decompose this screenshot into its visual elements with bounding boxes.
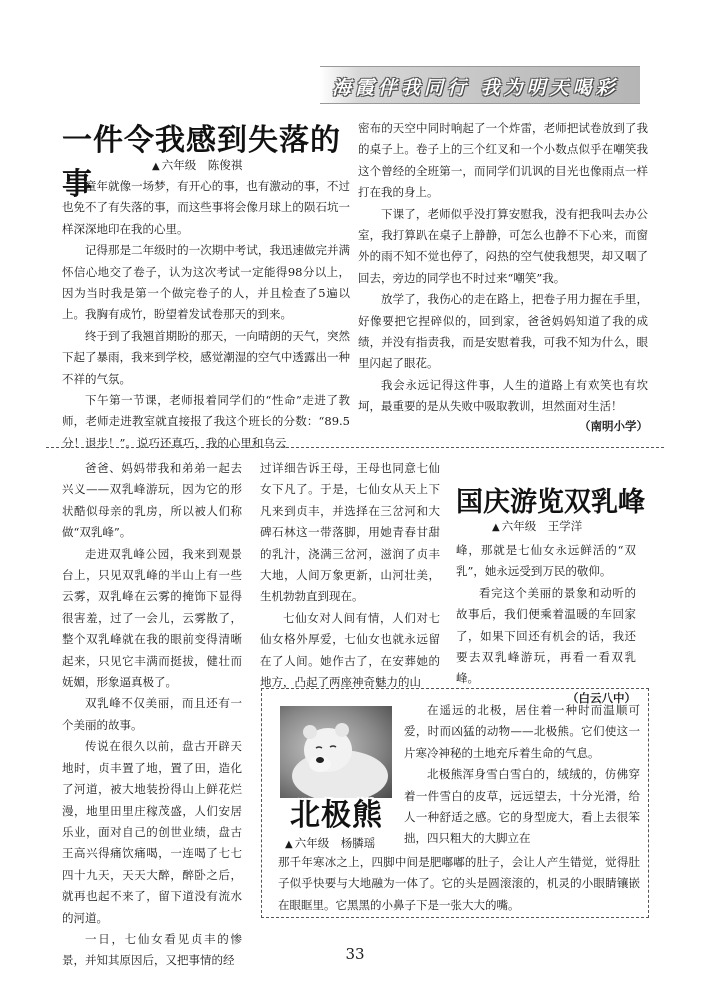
article2-paragraph: 一日，七仙女看见贞丰的惨景，并知其原因后，又把事情的经 — [62, 931, 242, 968]
article1-paragraph: 童年就像一场梦，有开心的事，也有激动的事，不过也免不了有失落的事，而这些事将会像月球上的陨石坑一样深深地印在我的心里。 — [62, 179, 350, 236]
article1-paragraph: 下课了，老师似乎没打算安慰我，没有把我叫去办公室，我打算趴在桌子上静静，可怎么也静不下心来，而窗外的雨不知不觉也停了，闷热的空气使我想哭，却又咽了回去，旁边的同学也不时过来“嘲笑”我。 — [358, 206, 648, 285]
article2-column-2 — [260, 458, 440, 693]
article2-column-1 — [62, 458, 242, 972]
article2-title: 国庆游览双乳峰 — [456, 487, 645, 518]
article2-paragraph: 双乳峰不仅美丽，而且还有一个美丽的故事。 — [62, 696, 242, 732]
article2-paragraph: 七仙女对人间有情，人们对七仙女格外厚爱，七仙女也就永远留在了人间。她作古了，在安葬她的地方，凸起了两座神奇魅力的山 — [260, 610, 440, 690]
article2-byline — [492, 518, 582, 534]
article3-title: 北极熊 — [290, 798, 383, 833]
polar-bear-photo — [280, 706, 392, 798]
article3-text-bottom — [278, 852, 640, 916]
article2-column-3 — [456, 540, 636, 706]
article1-right-column — [358, 118, 648, 434]
article1-school: （南明小学） — [579, 418, 648, 433]
article1-paragraph: 终于到了我翘首期盼的那天，一向晴朗的天气，突然下起了暴雨，我来到学校，感觉潮湿的空气中透露出一种不祥的气氛。 — [62, 328, 350, 386]
article2-author: 六年级 王学洋 — [501, 519, 583, 533]
article1-paragraph: 记得那是二年级时的一次期中考试，我迅速做完并满怀信心地交了卷子，认为这次考试一定能得98分以上，因为当时我是第一个做完卷子的人，并且检查了5遍以上。我胸有成竹，盼望着发试卷那天的到来。 — [62, 243, 350, 322]
header-banner — [320, 66, 640, 104]
article2-paragraph: 走进双乳峰公园，我来到观景台上，只见双乳峰的半山上有一些云雾，双乳峰在云雾的掩饰下显得很害羞，过了一会儿，云雾散了，整个双乳峰就在我的眼前变得清晰起来，只见它丰满而挺拔，健壮而妩媚，形象逼真极了。 — [62, 546, 242, 690]
banner-slogan: 海霞伴我同行 我为明天喝彩 — [332, 77, 619, 99]
article1-author: 六年级 陈俊祺 — [161, 158, 243, 172]
article3-paragraph: 在遥远的北极，居住着一种时而温顺可爱，时而凶猛的动物——北极熊。它们使这一片寒冷神秘的土地充斥着生命的气息。 — [404, 703, 640, 760]
article2-paragraph: 传说在很久以前，盘古开辟天地时，贞丰置了地，置了田，造化了河道，被大地装扮得山上鲜花烂漫，地里田里庄稼茂盛，人们安居乐业，面对自己的创世业绩，盘古王高兴得痛饮痛喝，一连喝了七七四十九天，天天大醉，醉卧之后，就再也起不来了，留下道没有流水的河道。 — [62, 739, 242, 925]
triangle-icon: ▲ — [492, 522, 500, 533]
article3-author: 六年级 杨膦瑶 — [294, 836, 376, 850]
section-divider — [46, 447, 664, 448]
article1-left-column — [62, 176, 350, 454]
triangle-icon: ▲ — [152, 161, 160, 172]
page-number: 33 — [345, 945, 365, 963]
article3-byline — [285, 835, 375, 851]
article2-school: （白云八中） — [567, 690, 636, 705]
article2-paragraph: 看完这个美丽的景象和动听的故事后，我们便乘着温暖的车回家了，如果下回还有机会的话，我还要去双乳峰游玩，再看一看双乳峰。 — [456, 585, 636, 686]
article3-paragraph: 北极熊浑身雪白雪白的，绒绒的，仿佛穿着一件雪白的皮草，远远望去，十分光滑，给人一种舒适之感。它的身型庞大，看上去很笨拙，四只粗大的大脚立在 — [404, 767, 640, 846]
article1-paragraph: 我会永远记得这件事，人生的道路上有欢笑也有坎坷，最重要的是从失败中吸取教训，坦然面对生活！ — [358, 377, 648, 414]
article1-paragraph: 密布的天空中同时响起了一个炸雷，老师把试卷放到了我的桌子上。卷子上的三个红叉和一个小数点似乎在嘲笑我这个曾经的全班第一，而同学们讥讽的目光也像雨点一样打在我的身上。 — [358, 121, 648, 200]
article2-paragraph: 峰，那就是七仙女永远鲜活的“双乳”，她永远受到万民的敬仰。 — [456, 543, 636, 579]
article1-paragraph: 放学了，我伤心的走在路上，把卷子用力握在手里，好像要把它捏碎似的，回到家，爸爸妈妈知道了我的成绩，并没有指责我，而是安慰着我，可我不知为什么，眼里闪起了眼花。 — [358, 292, 648, 371]
article2-paragraph: 过详细告诉王母，王母也同意七仙女下凡了。于是，七仙女从天上下凡来到贞丰，并选择在三岔河和大碑石林这一带落脚，用她青春甘甜的乳汁，浇满三岔河，滋润了贞丰大地，人间万象更新，山河壮美，生机勃勃直到现在。 — [260, 461, 440, 604]
article3-paragraph: 那千年寒冰之上，四脚中间是肥嘟嘟的肚子，会让人产生错觉，觉得肚子似乎快要与大地融为一体了。它的头是圆滚滚的，机灵的小眼睛镶嵌在眼眶里。它黑黑的小鼻子下是一张大大的嘴。 — [278, 855, 640, 912]
article1-paragraph: 下午第一节课，老师报着同学们的“性命”走进了教师，老师走进教室就直接报了我这个班长的分数：“89.5分！退步！”。说巧还真巧，我的心里和乌云 — [62, 393, 350, 450]
article3-text-top — [404, 700, 640, 850]
triangle-icon: ▲ — [285, 839, 293, 850]
polar-bear-icon — [280, 706, 392, 798]
article1-byline — [152, 157, 242, 173]
article1-title: 一件令我感到失落的事 — [62, 123, 341, 202]
article2-paragraph: 爸爸、妈妈带我和弟弟一起去兴义——双乳峰游玩，因为它的形状酷似母亲的乳房，所以被人们称做“双乳峰”。 — [62, 461, 242, 540]
